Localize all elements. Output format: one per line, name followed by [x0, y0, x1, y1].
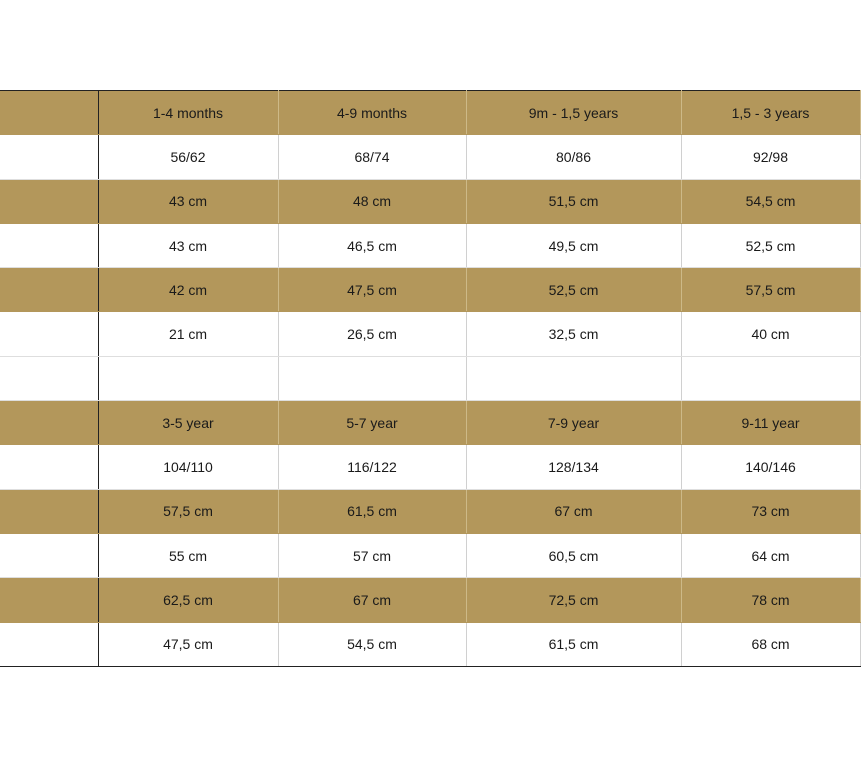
spacer-cell [98, 356, 278, 400]
table-cell: 47,5 cm [98, 622, 278, 666]
row-label [0, 445, 98, 489]
table-cell: 80/86 [466, 135, 681, 179]
table-cell: 43 cm [98, 223, 278, 267]
table-cell: 72,5 cm [466, 578, 681, 622]
table-cell: 47,5 cm [278, 268, 466, 312]
table-cell: 73 cm [681, 489, 860, 533]
row-label [0, 268, 98, 312]
table-row-waist-b [0, 533, 860, 577]
table-cell: 51,5 cm [466, 179, 681, 223]
table-row-inside-leg-a [0, 312, 860, 356]
row-label [0, 135, 98, 179]
row-label [0, 489, 98, 533]
table-cell: 48 cm [278, 179, 466, 223]
row-label [0, 223, 98, 267]
table-row-seat-a [0, 268, 860, 312]
table-cell: 64 cm [681, 533, 860, 577]
table-cell: 49,5 cm [466, 223, 681, 267]
column-header: 3-5 year [98, 401, 278, 445]
table-cell: 52,5 cm [466, 268, 681, 312]
size-table [0, 90, 861, 667]
table-cell: 60,5 cm [466, 533, 681, 577]
size-table-body [0, 91, 860, 667]
table-cell: 54,5 cm [278, 622, 466, 666]
column-header: 9m - 1,5 years [466, 91, 681, 135]
table-cell: 61,5 cm [278, 489, 466, 533]
table-cell: 26,5 cm [278, 312, 466, 356]
table-cell: 57,5 cm [98, 489, 278, 533]
table-cell: 62,5 cm [98, 578, 278, 622]
column-header: 7-9 year [466, 401, 681, 445]
row-label [0, 179, 98, 223]
table-cell: 67 cm [466, 489, 681, 533]
spacer-cell [466, 356, 681, 400]
table-cell: 140/146 [681, 445, 860, 489]
table-cell: 43 cm [98, 179, 278, 223]
table-cell: 67 cm [278, 578, 466, 622]
table-cell: 40 cm [681, 312, 860, 356]
table-cell: 128/134 [466, 445, 681, 489]
table-row-size-a [0, 91, 860, 135]
table-row-size-cm-b [0, 445, 860, 489]
table-row-size-b [0, 401, 860, 445]
table-row-waist-a [0, 223, 860, 267]
table-cell: 21 cm [98, 312, 278, 356]
spacer-cell [681, 356, 860, 400]
table-row-chest-b [0, 489, 860, 533]
table-cell: 68 cm [681, 622, 860, 666]
table-cell: 57 cm [278, 533, 466, 577]
table-cell: 46,5 cm [278, 223, 466, 267]
spacer-cell [0, 356, 98, 400]
table-row-spacer [0, 356, 860, 400]
table-cell: 116/122 [278, 445, 466, 489]
table-cell: 56/62 [98, 135, 278, 179]
table-cell: 61,5 cm [466, 622, 681, 666]
table-cell: 42 cm [98, 268, 278, 312]
row-label [0, 622, 98, 666]
column-header: 9-11 year [681, 401, 860, 445]
table-cell: 52,5 cm [681, 223, 860, 267]
row-label [0, 533, 98, 577]
table-cell: 104/110 [98, 445, 278, 489]
row-label [0, 312, 98, 356]
table-cell: 55 cm [98, 533, 278, 577]
table-row-size-cm-a [0, 135, 860, 179]
row-label [0, 578, 98, 622]
table-row-seat-b [0, 578, 860, 622]
column-header: 1,5 - 3 years [681, 91, 860, 135]
table-cell: 57,5 cm [681, 268, 860, 312]
column-header: 4-9 months [278, 91, 466, 135]
row-label [0, 91, 98, 135]
table-row-chest-a [0, 179, 860, 223]
table-cell: 78 cm [681, 578, 860, 622]
table-cell: 54,5 cm [681, 179, 860, 223]
spacer-cell [278, 356, 466, 400]
column-header: 5-7 year [278, 401, 466, 445]
size-chart [0, 90, 810, 666]
row-label [0, 401, 98, 445]
table-cell: 68/74 [278, 135, 466, 179]
column-header: 1-4 months [98, 91, 278, 135]
table-cell: 92/98 [681, 135, 860, 179]
table-row-inside-leg-b [0, 622, 860, 666]
table-cell: 32,5 cm [466, 312, 681, 356]
